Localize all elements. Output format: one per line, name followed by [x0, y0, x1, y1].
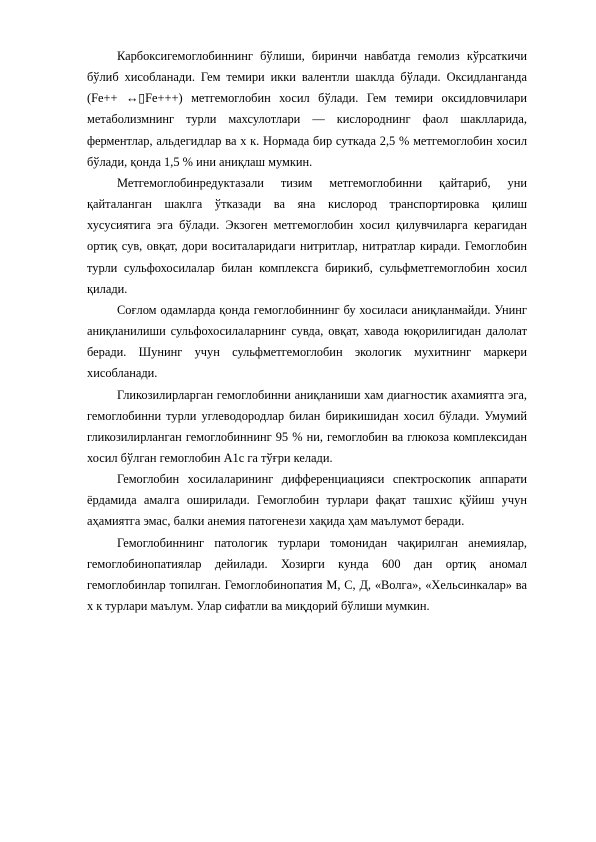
- paragraph-differentiation: Гемоглобин хосилаларининг дифференциацияси спектроскопик аппарати ёрдамида амалга оширилади. Гемоглобин турлари фақат ташхис қўйиш учун аҳамиятга эмас, балки анемия патогенези хақида ҳам маълумот беради.: [87, 472, 527, 529]
- paragraph-healthy-people: Соғлом одамларда қонда гемоглобиннинг бу хосиласи аниқланмайди. Унинг аниқланилиши сульфохосилаларнинг сувда, овқат, хавода юқорилигидан далолат беради. Шунинг учун сульфметгемоглобин экологик мухитнинг маркери хисобланади.: [87, 302, 527, 381]
- paragraph-glycosylated-hemoglobin: Гликозилирларган гемоглобинни аниқланиши хам диагностик ахамиятга эга, гемоглобинни турли углеводородлар билан бирикишидан хосил бўлади. Умумий гликозилирланган гемоглобиннинг 95 % ни, гемоглобин ва глюкоза комплексидан хосил бўлган гемоглобин А1с га тўғри келади.: [87, 387, 527, 465]
- paragraph-methemoglobin-reductase: Метгемоглобинредуктазали тизим метгемоглобинни қайтариб, уни қайталанган шаклга ўтказади ва яна кислород транспортировка қилиш хусусиятига эга бўлади. Экзоген метгемоглобин хосил қилувчиларга керагидан ортиқ сув, овқат, дори воситаларидаги нитритлар, нитратлар киради. Гемоглобин турли сульфохосилалар билан комплексга бирикиб, сульфметгемоглобин хосил қилади.: [87, 175, 527, 296]
- paragraph-hemoglobinopathies: Гемоглобиннинг патологик турлари томонидан чақирилган анемиялар, гемоглобинопатиялар дейилади. Хозирги кунда 600 дан ортиқ аномал гемоглобинлар топилган. Гемоглобинопатия М, С, Д, «Волга», «Хельсинкалар» ва х к турлари маълум. Улар сифатли ва миқдорий бўлиши мумкин.: [87, 535, 527, 614]
- document-body: [87, 46, 527, 617]
- paragraph-carboxyhemoglobin: Карбоксигемоглобиннинг бўлиши, биринчи навбатда гемолиз кўрсаткичи бўлиб хисобланади. Гем темири икки валентли шаклда бўлади. Оксидланганда (Fe++ ↔▯Fe+++) метгемоглобин хосил бўлади. Гем темири оксидловчилари метаболизмнинг турли махсулотлари — кислороднинг фаол шаклларида, ферментлар, альдегидлар ва х к. Нормада бир суткада 2,5 % метгемоглобин хосил бўлади, қонда 1,5 % ини аниқлаш мумкин.: [87, 49, 527, 169]
